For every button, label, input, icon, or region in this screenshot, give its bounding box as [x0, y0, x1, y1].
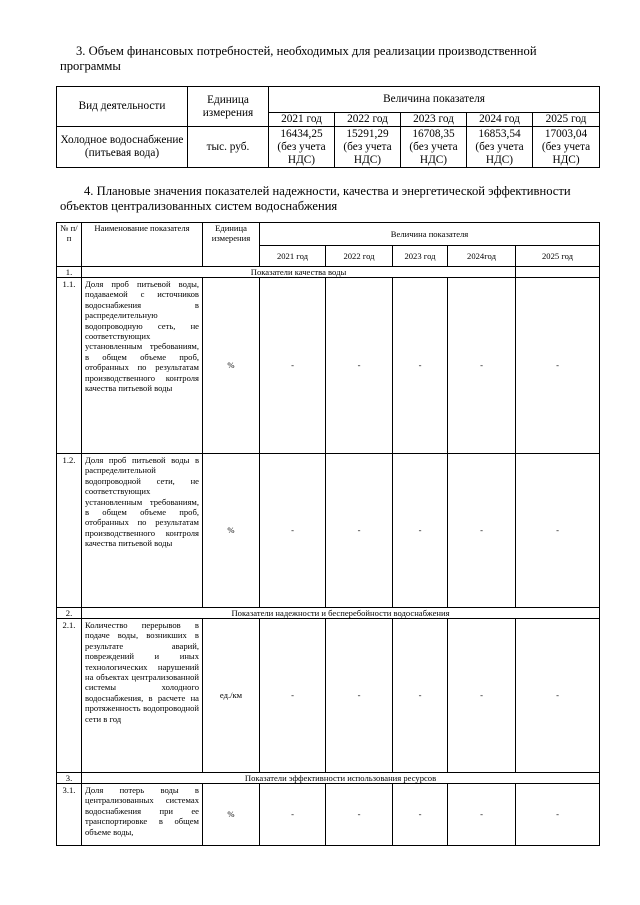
value-cell [467, 127, 533, 168]
value-note: (без учета НДС) [343, 140, 392, 166]
section-4-heading: 4. Плановые значения показателей надежности, качества и энергетической эффективности объектов централизованных систем водоснабжения [60, 184, 571, 213]
year-header: 2024 год [467, 113, 533, 127]
col-num-header: № п/п [57, 223, 82, 267]
value-cell: - [326, 278, 393, 454]
activity-cell: Холодное водоснабжение (питьевая вода) [57, 127, 188, 168]
section-title: Показатели качества воды [82, 267, 516, 278]
year-header: 2022 год [326, 246, 393, 267]
section-number: 3. [57, 773, 82, 784]
section-title: Показатели эффективности использования ресурсов [82, 773, 600, 784]
value-cell: - [516, 784, 600, 846]
section-title: Показатели надежности и бесперебойности водоснабжения [82, 608, 600, 619]
value-cell: - [393, 784, 448, 846]
year-header: 2023 год [401, 113, 467, 127]
value-cell: - [393, 278, 448, 454]
unit-cell: % [203, 278, 260, 454]
col-name-header: Наименование показателя [82, 223, 203, 267]
unit-cell: тыс. руб. [188, 127, 269, 168]
value-cell: - [448, 454, 516, 608]
value-cell: - [326, 619, 393, 773]
row-number: 1.1. [57, 278, 82, 454]
value-cell [401, 127, 467, 168]
value-amount: 15291,29 [346, 127, 389, 140]
value-cell: - [393, 454, 448, 608]
value-cell: - [326, 784, 393, 846]
section-3-heading: 3. Объем финансовых потребностей, необходимых для реализации производственной программы [60, 44, 537, 73]
indicators-table [56, 222, 600, 846]
unit-cell: % [203, 784, 260, 846]
value-cell: - [516, 278, 600, 454]
indicator-name: Доля потерь воды в централизованных системах водоснабжения при ее транспортировке в общем объеме воды, [82, 784, 203, 846]
indicator-name: Доля проб питьевой воды, подаваемой с источников водоснабжения в распределительную водопроводную сеть, не соответствующих установленным требованиям, в общем объеме проб, отобранных по результатам производственного контроля качества питьевой воды [82, 278, 203, 454]
value-cell: - [260, 278, 326, 454]
value-cell: - [393, 619, 448, 773]
unit-cell: ед./км [203, 619, 260, 773]
value-note: (без учета НДС) [277, 140, 326, 166]
col-value-header: Величина показателя [260, 223, 600, 246]
value-cell [335, 127, 401, 168]
value-cell: - [260, 619, 326, 773]
col-activity-header: Вид деятельности [57, 87, 188, 127]
year-header: 2023 год [393, 246, 448, 267]
value-cell: - [448, 784, 516, 846]
value-amount: 16853,54 [478, 127, 521, 140]
section-number: 1. [57, 267, 82, 278]
year-header: 2025 год [533, 113, 600, 127]
section-blank-cell [516, 267, 600, 278]
col-unit-header: Единица измерения [188, 87, 269, 127]
value-cell: - [260, 784, 326, 846]
value-cell [269, 127, 335, 168]
value-cell: - [516, 619, 600, 773]
value-cell: - [326, 454, 393, 608]
value-cell: - [516, 454, 600, 608]
value-cell: - [448, 278, 516, 454]
row-number: 3.1. [57, 784, 82, 846]
value-amount: 17003,04 [544, 127, 588, 140]
financial-needs-table [56, 86, 600, 168]
year-header: 2025 год [516, 246, 600, 267]
value-amount: 16708,35 [412, 127, 455, 140]
year-header: 2022 год [335, 113, 401, 127]
row-number: 2.1. [57, 619, 82, 773]
col-value-header: Величина показателя [269, 87, 600, 113]
year-header: 2021 год [269, 113, 335, 127]
row-number: 1.2. [57, 454, 82, 608]
unit-cell: % [203, 454, 260, 608]
value-cell: - [260, 454, 326, 608]
value-note: (без учета НДС) [409, 140, 458, 166]
section-number: 2. [57, 608, 82, 619]
value-note: (без учета НДС) [541, 140, 591, 166]
col-unit-header: Единица измерения [203, 223, 260, 267]
indicator-name: Доля проб питьевой воды в распределительной водопроводной сети, не соответствующих установленным требованиям, в общем объеме проб, отобранных по результатам производственного контроля качества питьевой воды [82, 454, 203, 608]
indicator-name: Количество перерывов в подаче воды, возникших в результате аварий, повреждений и иных технологических нарушений на объектах централизованной системы холодного водоснабжения, в расчете на протяженность водопроводной сети в год [82, 619, 203, 773]
year-header: 2021 год [260, 246, 326, 267]
year-header: 2024год [448, 246, 516, 267]
value-amount: 16434,25 [280, 127, 323, 140]
value-note: (без учета НДС) [475, 140, 524, 166]
value-cell: - [448, 619, 516, 773]
value-cell [533, 127, 600, 168]
